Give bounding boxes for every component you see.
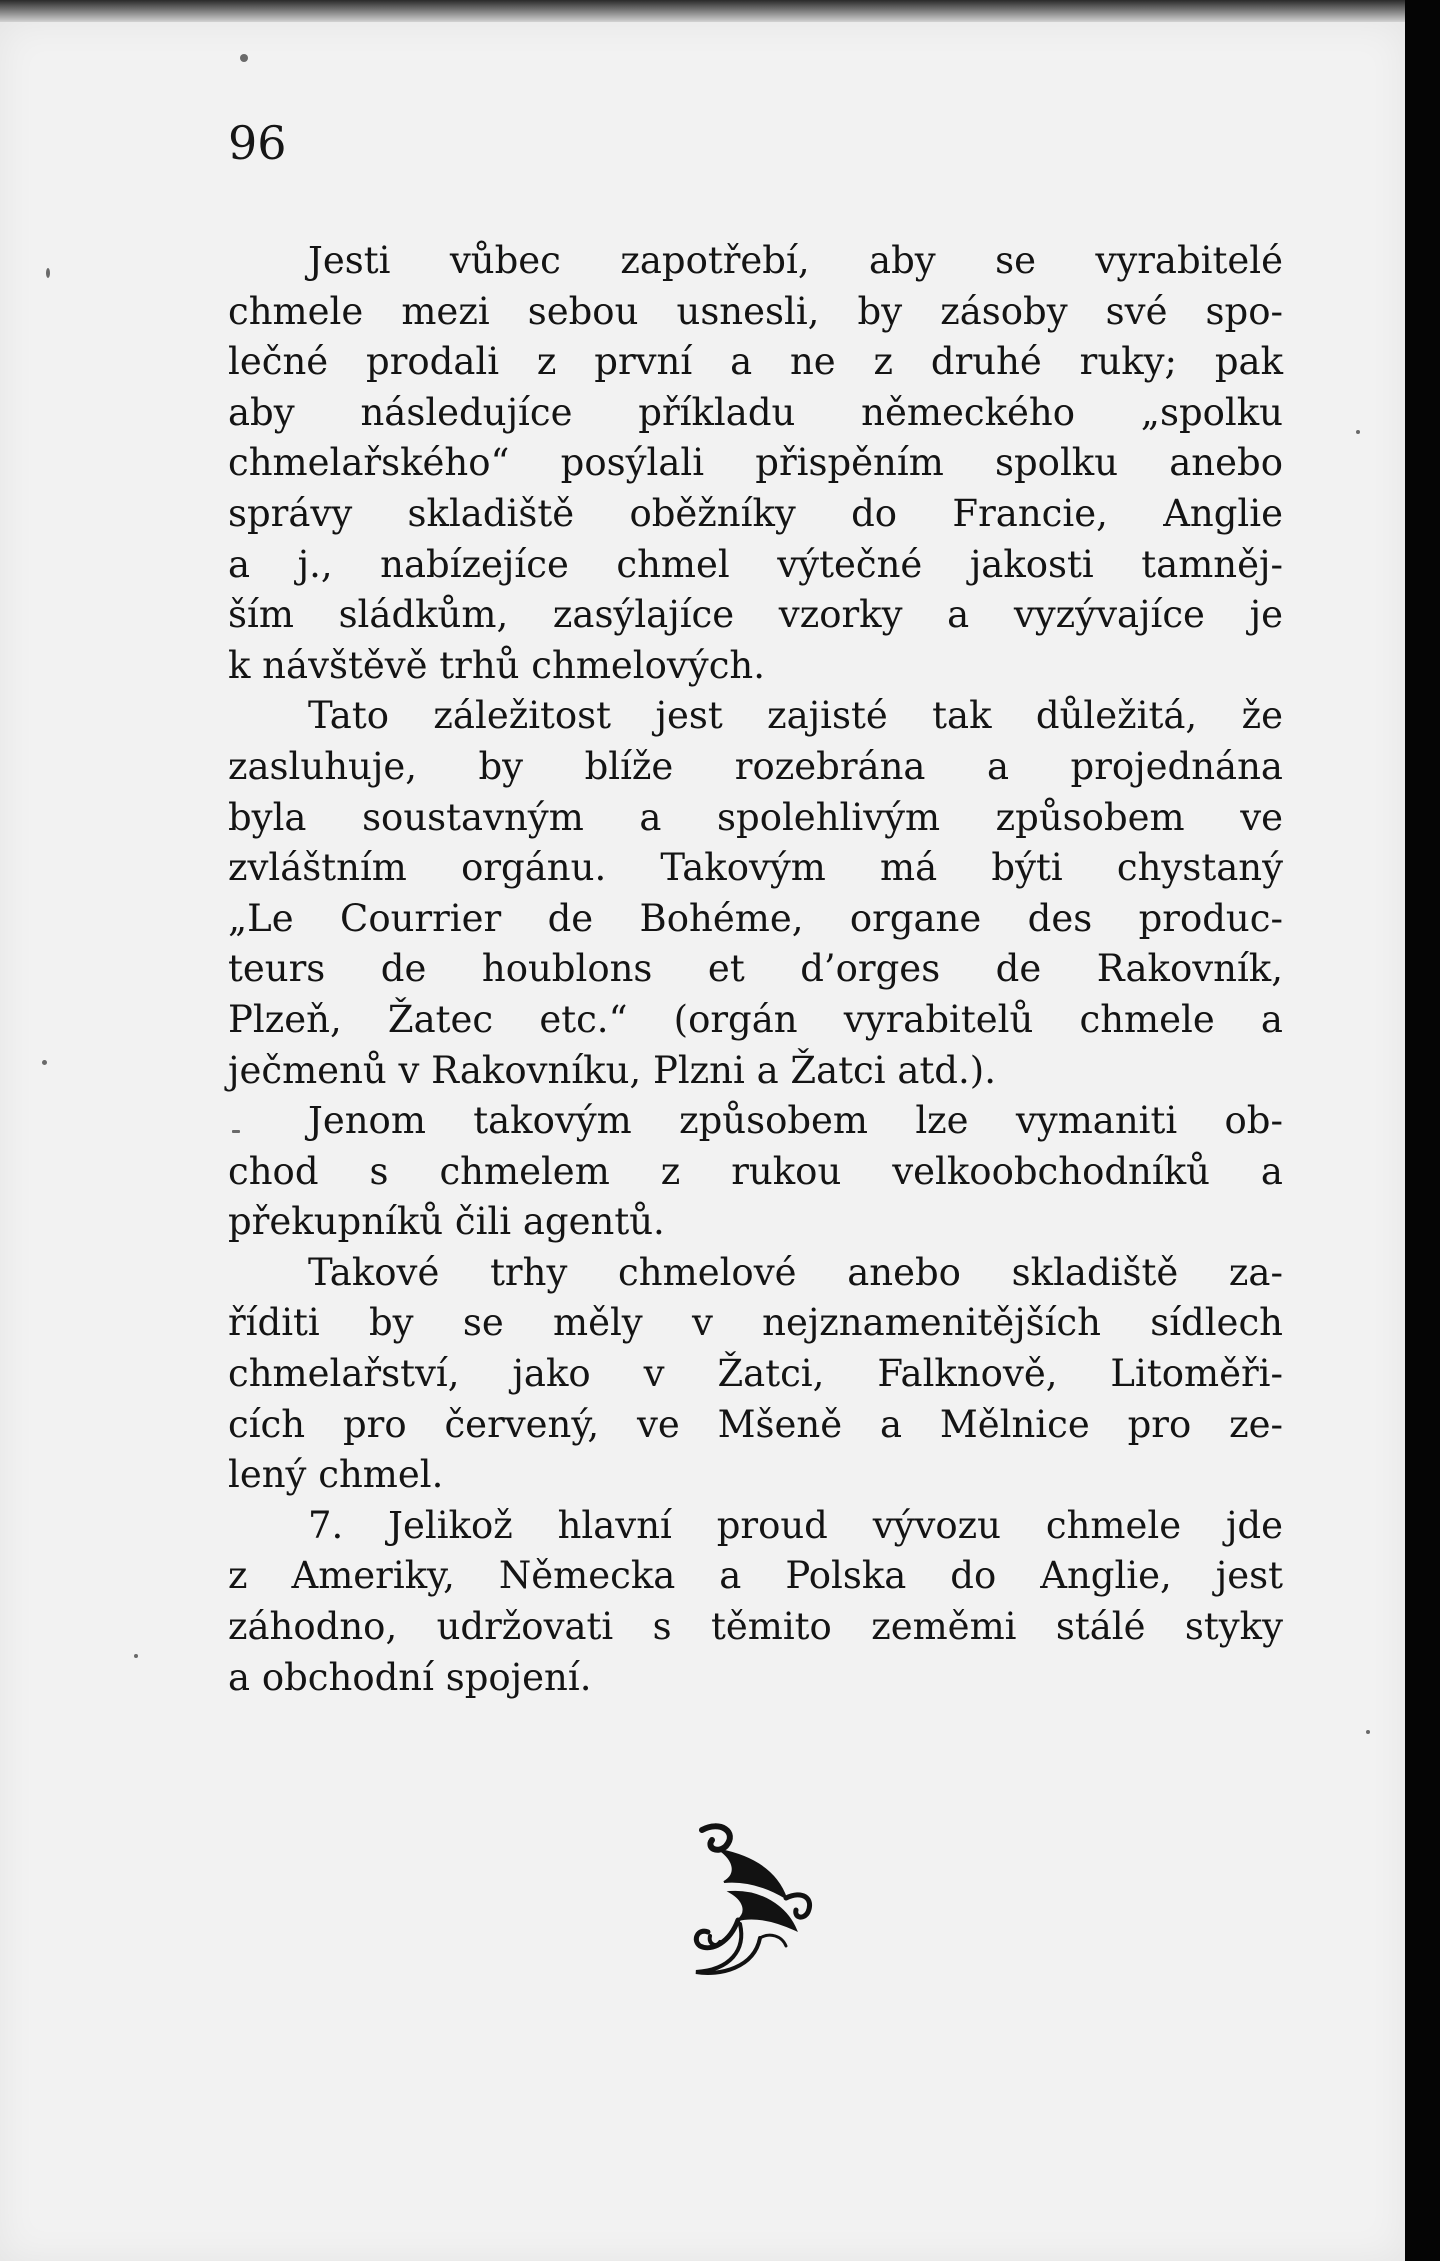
text-line: teurs de houblons et d’orges de Rakovník, [228,947,1283,991]
text-line: říditi by se měly v nejznamenitějších sídlech [228,1301,1283,1345]
text-line: chmelařského“ posýlali přispěním spolku anebo [228,441,1283,485]
text-line: Plzeň, Žatec etc.“ (orgán vyrabitelů chmele a [228,997,1283,1041]
paragraph [228,236,1283,691]
paper-speck [1356,430,1360,434]
text-line: ším sládkům, zasýlajíce vzorky a vyzývajíce je [228,593,1283,637]
paragraph [228,691,1283,1096]
text-line: „Le Courrier de Bohéme, organe des produc- [228,896,1283,940]
text-line: zasluhuje, by blíže rozebrána a projednána [228,744,1283,788]
text-line: 7. Jelikož hlavní proud vývozu chmele jde [308,1503,1283,1547]
text-line: aby následujíce příkladu německého „spolku [228,390,1283,434]
paper-speck [240,54,248,62]
paper-speck [46,268,50,278]
paper-speck [232,1130,240,1133]
text-line: k návštěvě trhů chmelových. [228,643,766,687]
text-line: chmele mezi sebou usnesli, by zásoby své spo- [228,289,1283,333]
text-line: Takové trhy chmelové anebo skladiště za- [308,1250,1283,1294]
text-line: cích pro červený, ve Mšeně a Mělnice pro ze- [228,1402,1283,1446]
text-line: z Ameriky, Německa a Polska do Anglie, jest [228,1554,1283,1598]
text-line: ječmenů v Rakovníku, Plzni a Žatci atd.). [228,1048,996,1092]
text-line: lečné prodali z první a ne z druhé ruky; pak [228,340,1283,384]
paper-speck [1366,1730,1370,1734]
page-number: 96 [228,116,287,170]
text-line: záhodno, udržovati s těmito zeměmi stálé styky [228,1605,1283,1649]
paragraph [228,1501,1283,1703]
text-line: byla soustavným a spolehlivým způsobem ve [228,795,1283,839]
text-line: chmelařství, jako v Žatci, Falknově, Litoměři- [228,1352,1283,1396]
text-line: a j., nabízejíce chmel výtečné jakosti tamněj- [228,542,1283,586]
text-line: Jesti vůbec zapotřebí, aby se vyrabitelé [308,239,1283,282]
page-right-edge [1405,0,1440,2261]
paragraph [228,1248,1283,1501]
text-line: lený chmel. [228,1453,444,1497]
paper-speck [42,1060,47,1065]
text-line: chod s chmelem z rukou velkoobchodníků a [228,1149,1283,1193]
paper-speck [134,1654,138,1658]
text-line: správy skladiště oběžníky do Francie, Anglie [228,491,1283,535]
paragraph [228,1096,1283,1248]
text-line: překupníků čili agentů. [228,1200,665,1244]
text-line: zvláštním orgánu. Takovým má býti chystaný [228,846,1283,890]
floral-tailpiece-icon [690,1820,820,1980]
text-line: Tato záležitost jest zajisté tak důležitá, že [308,694,1283,738]
text-line: a obchodní spojení. [228,1655,592,1699]
body-text [228,236,1283,1703]
text-line: Jenom takovým způsobem lze vymaniti ob- [308,1099,1283,1143]
